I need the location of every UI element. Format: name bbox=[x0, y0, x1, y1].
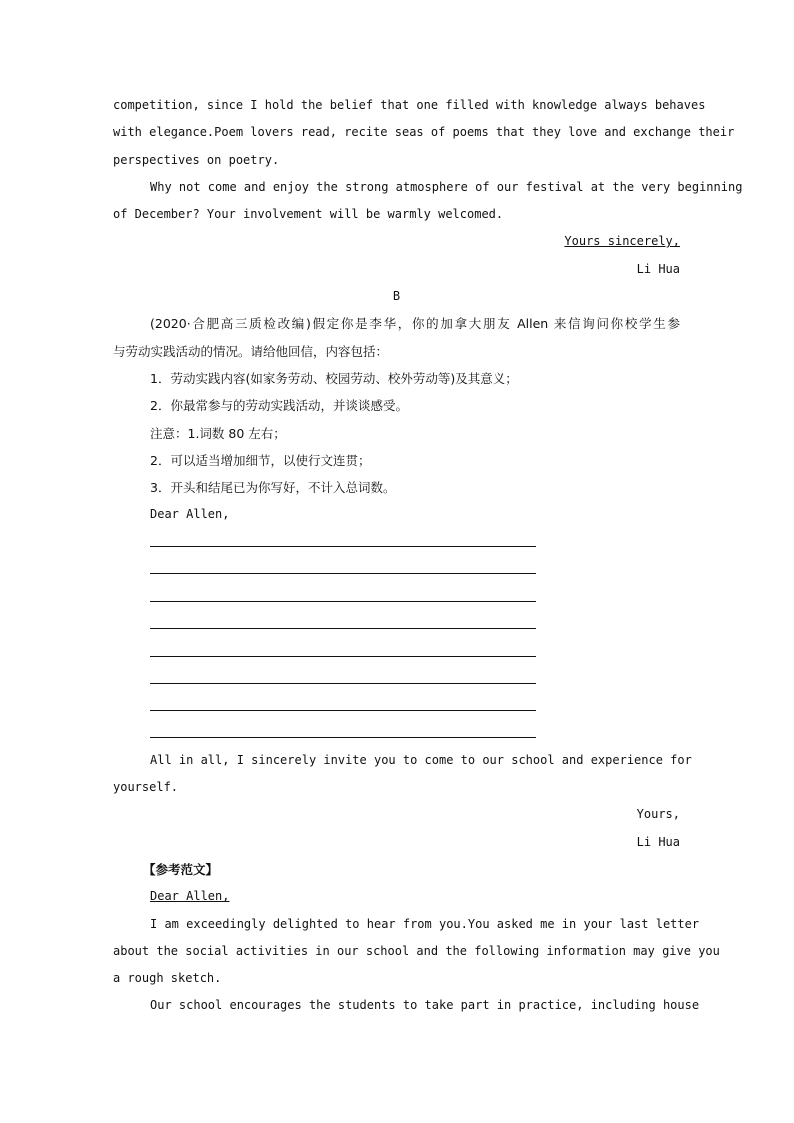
passage-line: perspectives on poetry. bbox=[113, 152, 280, 167]
task-note: 2．可以适当增加细节，以使行文连贯； bbox=[150, 452, 371, 468]
task-item: 2．你最常参与的劳动实践活动，并谈谈感受。 bbox=[150, 398, 408, 414]
letter-ending: All in all, I sincerely invite you to come to our school and experience for bbox=[150, 752, 692, 767]
task-note: 注意：1.词数 80 左右； bbox=[150, 425, 286, 441]
model-greeting bbox=[113, 883, 680, 910]
writing-area bbox=[113, 529, 680, 747]
model-line: a rough sketch. bbox=[113, 971, 222, 986]
closing-text: Yours sincerely, bbox=[564, 234, 680, 249]
letter-signature: Li Hua bbox=[636, 834, 680, 849]
document-page bbox=[113, 92, 743, 1020]
task-prompt: (2020·合肥高三质检改编)假定你是李华，你的加拿大朋友 Allen 来信询问你校学生参 bbox=[150, 316, 680, 332]
section-label: B bbox=[392, 289, 401, 304]
model-line: about the social activities in our school and the following information may give you bbox=[113, 943, 720, 958]
letter-ending: yourself. bbox=[113, 780, 179, 795]
writing-line bbox=[150, 573, 536, 574]
model-heading: 【参考范文】 bbox=[143, 861, 219, 877]
passage-line: Why not come and enjoy the strong atmosphere of our festival at the very beginning bbox=[150, 179, 743, 194]
writing-line bbox=[150, 628, 536, 629]
letter-closing bbox=[113, 228, 680, 255]
greeting-text: Dear Allen, bbox=[150, 889, 230, 904]
passage-line: with elegance.Poem lovers read, recite seas of poems that they love and exchange their bbox=[113, 125, 735, 140]
letter-closing: Yours, bbox=[636, 807, 680, 822]
writing-line bbox=[150, 710, 536, 711]
writing-line bbox=[150, 601, 536, 602]
task-note: 3．开头和结尾已为你写好，不计入总词数。 bbox=[150, 480, 396, 496]
passage-line: of December? Your involvement will be warmly welcomed. bbox=[113, 207, 504, 222]
letter-greeting: Dear Allen, bbox=[150, 507, 230, 522]
task-prompt: 与劳动实践活动的情况。请给他回信，内容包括： bbox=[113, 343, 389, 359]
passage-line: competition, since I hold the belief that one filled with knowledge always behaves bbox=[113, 98, 706, 112]
task-item: 1．劳动实践内容(如家务劳动、校园劳动、校外劳动等)及其意义； bbox=[150, 370, 518, 386]
writing-line bbox=[150, 683, 536, 684]
model-line: Our school encourages the students to take part in practice, including house bbox=[150, 998, 700, 1013]
letter-signature: Li Hua bbox=[636, 261, 680, 276]
writing-line bbox=[150, 546, 536, 547]
model-line: I am exceedingly delighted to hear from you.You asked me in your last letter bbox=[150, 916, 700, 931]
writing-line bbox=[150, 656, 536, 657]
writing-line bbox=[150, 737, 536, 738]
